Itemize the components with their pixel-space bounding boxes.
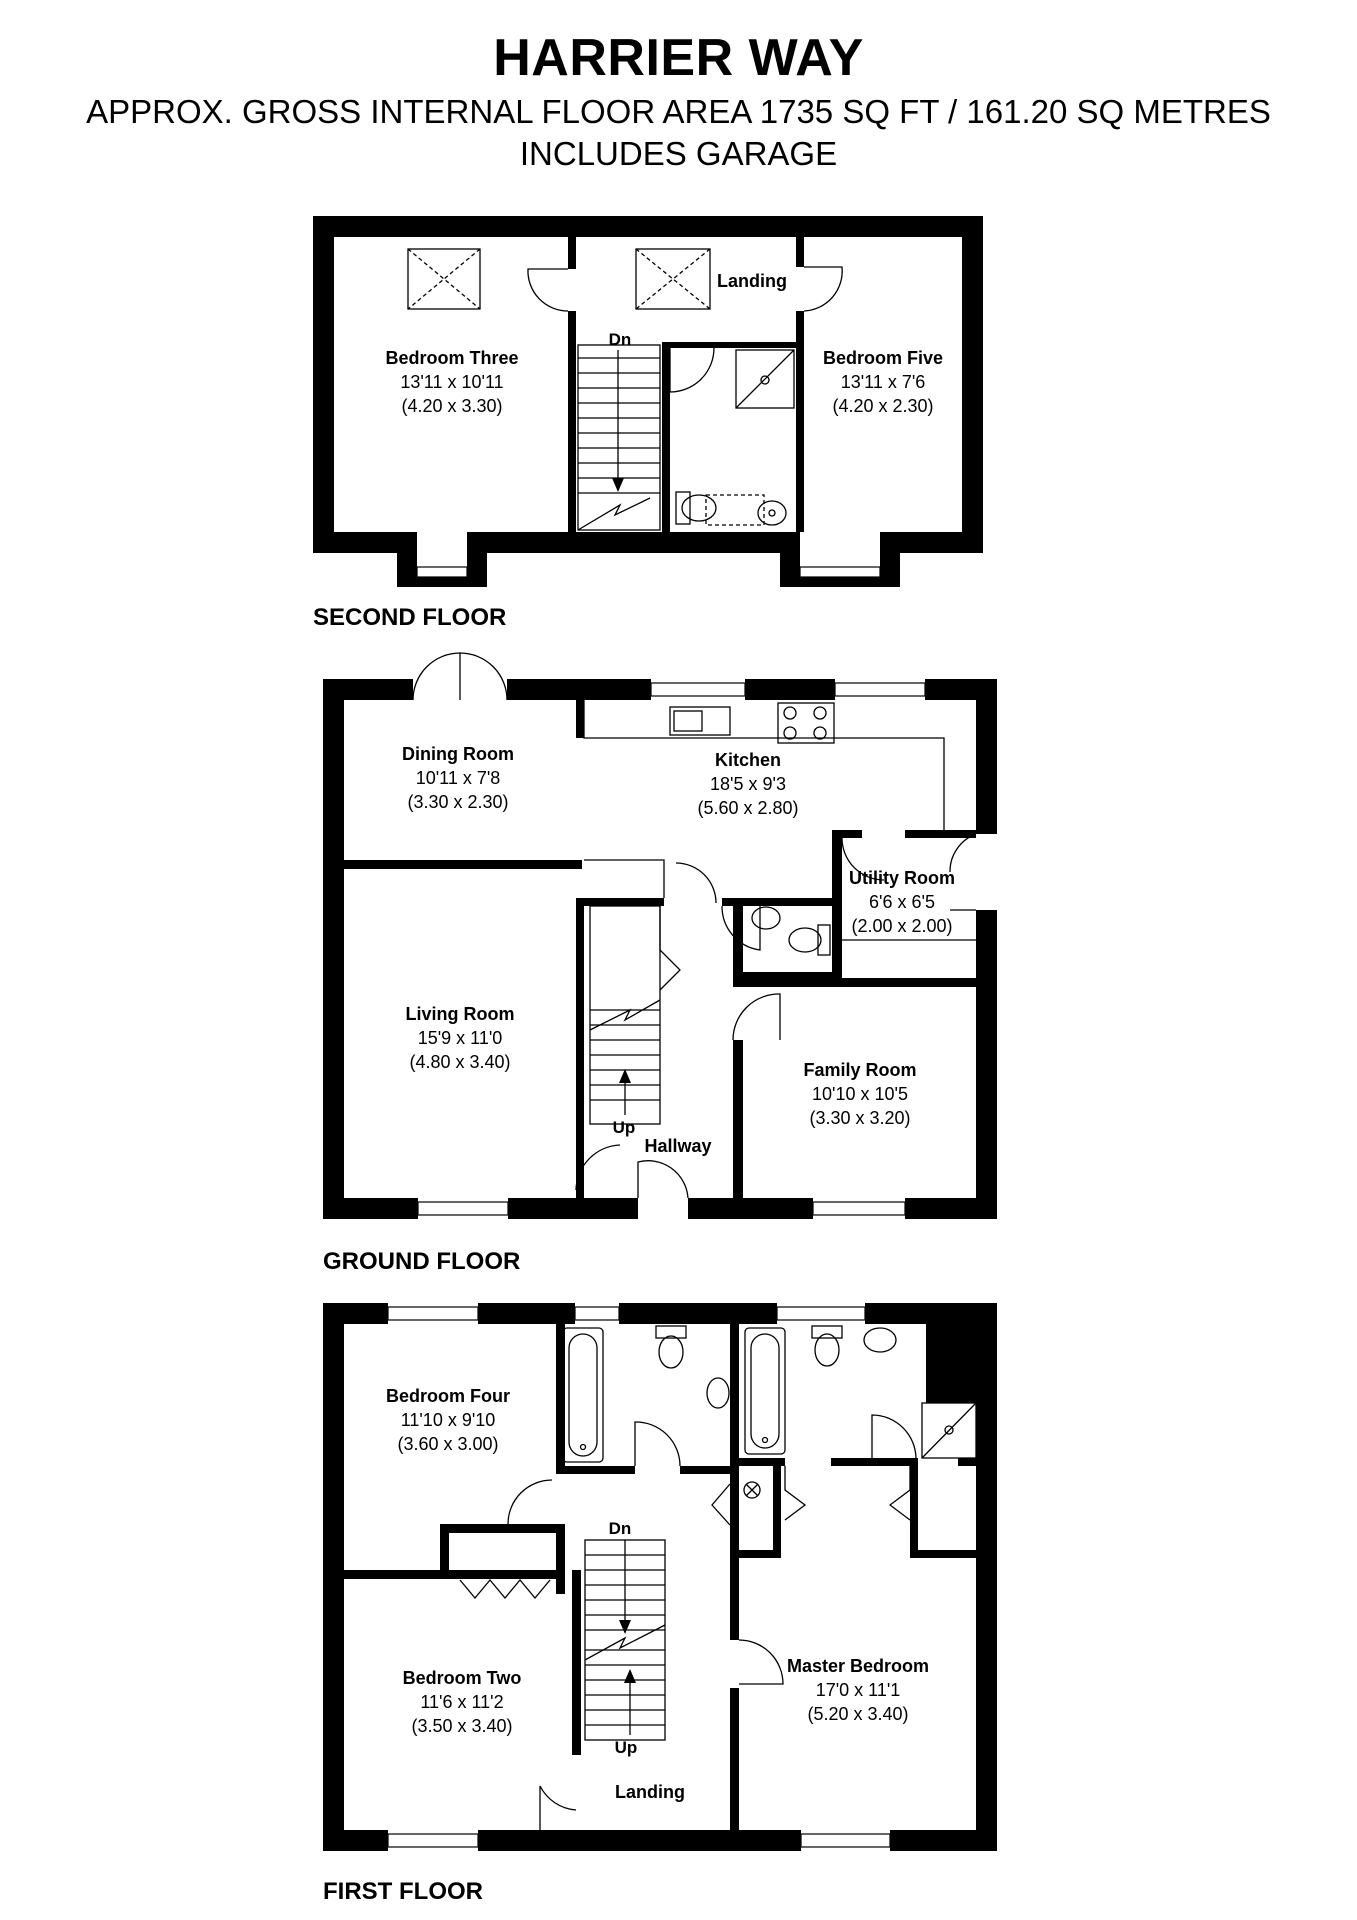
wall (832, 832, 842, 982)
family-room-size-metric: (3.30 x 3.20) (809, 1108, 911, 1128)
ground-stair-label: Up (612, 1118, 636, 1137)
wall (323, 1198, 418, 1219)
wardrobe-door (460, 1580, 550, 1598)
basin (752, 907, 780, 929)
window (417, 567, 467, 577)
skylight (636, 249, 710, 309)
wall (926, 1303, 997, 1403)
wall (832, 830, 862, 838)
window (801, 1834, 890, 1847)
wardrobe-door (890, 1466, 910, 1520)
master-bedroom-name: Master Bedroom (786, 1656, 930, 1676)
wall (576, 898, 584, 1198)
living-room-name: Living Room (405, 1004, 515, 1024)
wall (508, 1198, 638, 1219)
wall (905, 830, 976, 838)
floor-area-subtitle: APPROX. GROSS INTERNAL FLOOR AREA 1735 SQ FT / 161.20 SQ METRES (86, 93, 1271, 130)
wall (740, 972, 840, 980)
bathtub (563, 1328, 603, 1462)
wall (730, 1626, 739, 1640)
toilet (676, 492, 716, 524)
staircase (585, 1540, 665, 1740)
second-landing-name: Landing (717, 271, 787, 291)
wall (880, 532, 983, 553)
dining-room-size-metric: (3.30 x 2.30) (407, 792, 509, 812)
living-room-size-imperial: 15'9 x 11'0 (417, 1028, 503, 1048)
dining-room-name: Dining Room (402, 744, 514, 764)
wall (323, 1303, 344, 1851)
wall (568, 237, 576, 269)
wall (976, 910, 997, 1219)
wall (680, 1466, 730, 1474)
toilet (656, 1326, 686, 1368)
wall (344, 1570, 564, 1579)
wall (796, 311, 804, 532)
staircase (578, 345, 660, 530)
bedroom-five-size-metric: (4.20 x 2.30) (832, 396, 934, 416)
second-stair-label: Dn (608, 330, 632, 349)
plan-title: HARRIER WAY (493, 29, 864, 87)
kitchen-name: Kitchen (714, 750, 782, 770)
wall (313, 532, 403, 553)
bedroom-three-size-metric: (4.20 x 3.30) (401, 396, 503, 416)
garage-note: INCLUDES GARAGE (519, 135, 838, 172)
bedroom-five-size-imperial: 13'11 x 7'6 (840, 372, 926, 392)
wall (688, 1198, 813, 1219)
wall (507, 679, 651, 700)
wall (440, 1524, 565, 1533)
dining-room-size-imperial: 10'11 x 7'8 (415, 768, 501, 788)
door (804, 267, 842, 311)
door (670, 348, 714, 392)
window (575, 1307, 619, 1320)
family-room-size-imperial: 10'10 x 10'5 (812, 1084, 908, 1104)
wall (313, 216, 983, 237)
wall (962, 216, 983, 553)
window (813, 1202, 905, 1215)
window (388, 1834, 478, 1847)
window (388, 1307, 478, 1320)
wall (478, 1830, 801, 1851)
wall (313, 216, 334, 553)
first-floor-label: FIRST FLOOR (323, 1878, 483, 1905)
wall (662, 342, 670, 532)
wall (662, 342, 796, 348)
ground-floor-label: GROUND FLOOR (323, 1248, 521, 1275)
wall (739, 1550, 781, 1558)
window (800, 567, 880, 577)
wall (745, 679, 835, 700)
basin (864, 1328, 896, 1352)
living-room-size-metric: (4.80 x 3.40) (409, 1052, 511, 1072)
wall (730, 1688, 739, 1830)
wall (733, 1040, 743, 1198)
wall (910, 1550, 976, 1558)
door (508, 1480, 552, 1524)
wall (730, 1324, 739, 1634)
wall (910, 1458, 918, 1558)
wall (584, 898, 664, 906)
wall (323, 679, 344, 1219)
wall (572, 1570, 581, 1755)
wall (344, 860, 582, 869)
door (676, 863, 716, 903)
wall (440, 1524, 449, 1574)
wall (958, 1458, 976, 1466)
bedroom-two-name: Bedroom Two (402, 1668, 522, 1688)
bedroom-four-size-imperial: 11'10 x 9'10 (400, 1410, 496, 1430)
bedroom-two-size-imperial: 11'6 x 11'2 (420, 1692, 504, 1712)
wall (905, 1198, 997, 1219)
window (835, 683, 925, 696)
bedroom-three-size-imperial: 13'11 x 10'11 (400, 372, 504, 392)
wall (478, 1303, 575, 1324)
basin (758, 501, 786, 525)
master-bedroom-size-imperial: 17'0 x 11'1 (815, 1680, 901, 1700)
french-door (413, 653, 460, 700)
door (739, 1640, 783, 1684)
wall (323, 1830, 388, 1851)
first-stair-down-label: Dn (608, 1519, 632, 1538)
ground-floor-plan (323, 653, 997, 1219)
bedroom-five-name: Bedroom Five (822, 348, 944, 368)
first-stair-up-label: Up (614, 1738, 638, 1757)
wall (831, 1458, 911, 1466)
door (540, 1786, 576, 1830)
utility-room-name: Utility Room (849, 868, 955, 888)
wall (556, 1524, 565, 1594)
hallway-name: Hallway (644, 1136, 712, 1156)
skylight (408, 249, 480, 309)
utility-room-size-imperial: 6'6 x 6'5 (869, 892, 935, 912)
first-landing-name: Landing (615, 1782, 685, 1802)
kitchen-size-metric: (5.60 x 2.80) (697, 798, 799, 818)
bedroom-three-name: Bedroom Three (385, 348, 519, 368)
wall (773, 1458, 781, 1558)
sink-bowl (674, 711, 702, 731)
window (651, 683, 745, 696)
staircase (590, 906, 680, 1124)
wall (568, 311, 576, 532)
wall (576, 700, 584, 738)
family-room-name: Family Room (803, 1060, 917, 1080)
shower-tray (736, 350, 794, 408)
door (635, 1422, 680, 1466)
wall (976, 679, 997, 834)
bedroom-two-size-metric: (3.50 x 3.40) (411, 1716, 513, 1736)
worktop (584, 860, 664, 898)
bedroom-four-size-metric: (3.60 x 3.00) (397, 1434, 499, 1454)
bedroom-four-name: Bedroom Four (386, 1386, 510, 1406)
toilet (812, 1326, 842, 1366)
wall (796, 237, 804, 267)
wall (467, 532, 780, 553)
vanity-unit (706, 495, 764, 525)
window (777, 1307, 865, 1320)
front-door (638, 1161, 688, 1198)
wall (565, 1466, 635, 1474)
shower-tray (922, 1403, 976, 1458)
utility-room-size-metric: (2.00 x 2.00) (851, 916, 953, 936)
wall (619, 1303, 777, 1324)
window (418, 1202, 508, 1215)
door (733, 994, 780, 1040)
second-floor-label: SECOND FLOOR (313, 604, 507, 631)
kitchen-size-imperial: 18'5 x 9'3 (710, 774, 786, 794)
wardrobe-door (785, 1466, 805, 1520)
wall (722, 898, 832, 906)
wall (890, 1830, 997, 1851)
bathtub (745, 1328, 785, 1454)
master-bedroom-size-metric: (5.20 x 3.40) (807, 1704, 909, 1724)
door (872, 1415, 916, 1458)
basin (707, 1378, 729, 1408)
toilet (789, 925, 830, 955)
door (528, 269, 568, 311)
hob (778, 703, 834, 743)
french-door (460, 653, 507, 700)
